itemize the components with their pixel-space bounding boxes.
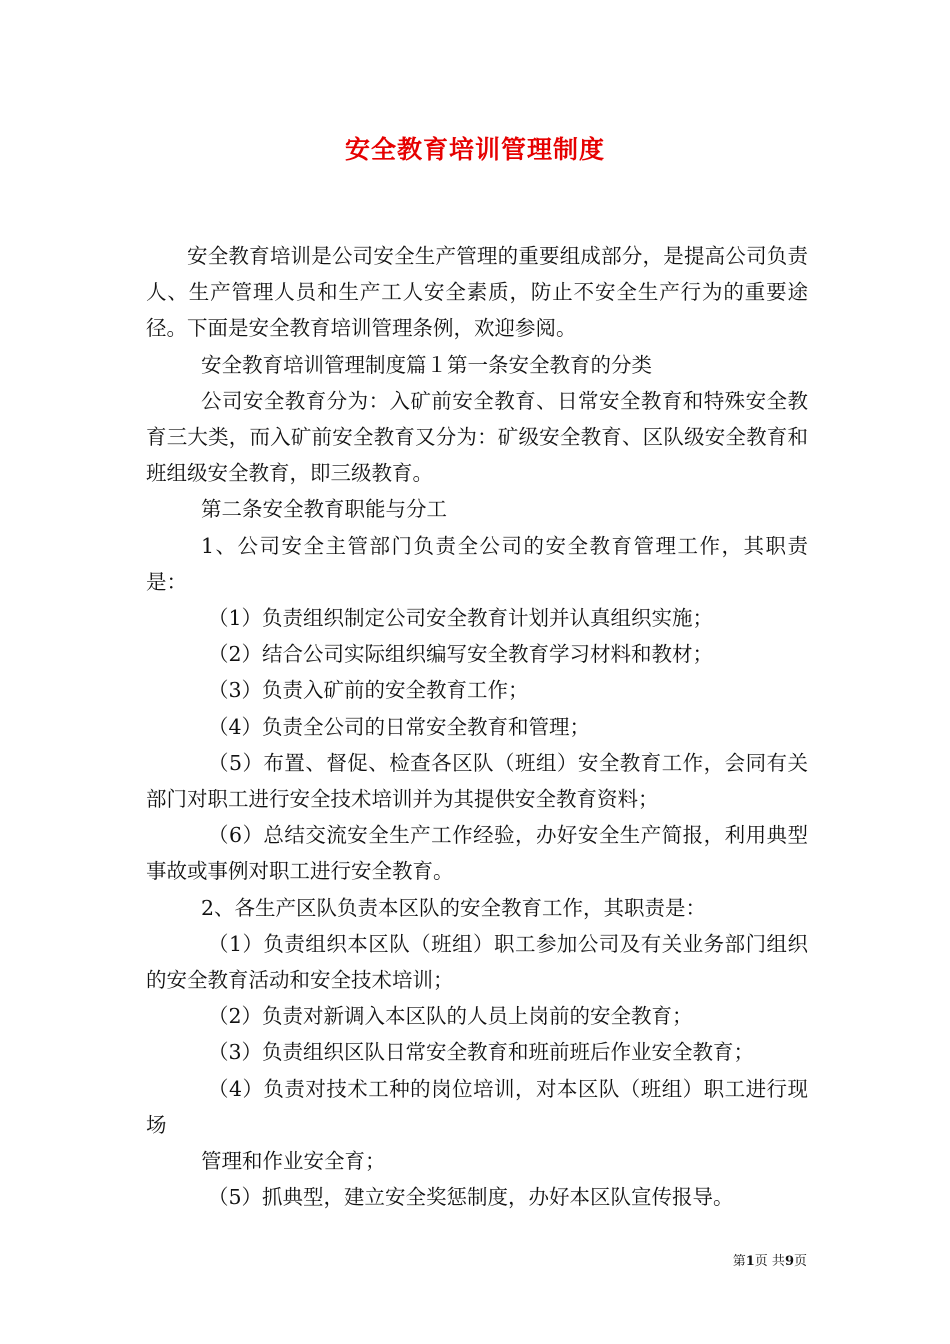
footer-current-page: 1: [745, 1254, 755, 1269]
footer-middle: 页 共: [754, 1254, 785, 1269]
paragraph-item-2: 2、各生产区队负责本区队的安全教育工作，其职责是：: [201, 895, 707, 920]
paragraph-classification: 公司安全教育分为：入矿前安全教育、日常安全教育和特殊安全教育三大类，而入矿前安全教育又分为：矿级安全教育、区队级安全教育和班组级安全教育，即三级教育。: [146, 388, 808, 486]
paragraph-continuation: 管理和作业安全育；: [201, 1149, 386, 1174]
paragraph-subitem: （5）抓典型，建立安全奖惩制度，办好本区队宣传报导。: [208, 1185, 734, 1210]
paragraph-subitem: （6）总结交流安全生产工作经验，办好安全生产简报，利用典型事故或事例对职工进行安全教育。: [146, 823, 808, 884]
paragraph-subitem: （5）布置、督促、检查各区队（班组）安全教育工作，会同有关部门对职工进行安全技术培训并为其提供安全教育资料；: [146, 750, 808, 812]
document-body: [146, 238, 808, 1215]
paragraph-subitem: （4）负责全公司的日常安全教育和管理；: [208, 714, 591, 739]
paragraph-subitem: （1）负责组织本区队（班组）职工参加公司及有关业务部门组织的安全教育活动和安全技术培训；: [146, 931, 808, 993]
footer-prefix: 第: [732, 1254, 746, 1269]
document-title: 安全教育培训管理制度: [344, 135, 605, 164]
paragraph-subitem: （2）结合公司实际组织编写安全教育学习材料和教材；: [208, 642, 714, 667]
paragraph-subitem: （3）负责组织区队日常安全教育和班前班后作业安全教育；: [208, 1040, 755, 1065]
paragraph-item-1: 1、公司安全主管部门负责全公司的安全教育管理工作，其职责是：: [146, 533, 808, 594]
paragraph-subitem: （4）负责对技术工种的岗位培训，对本区队（班组）职工进行现场: [146, 1076, 808, 1137]
paragraph-intro: 安全教育培训是公司安全生产管理的重要组成部分，是提高公司负责人、生产管理人员和生产工人安全素质，防止不安全生产行为的重要途径。下面是安全教育培训管理条例，欢迎参阅。: [146, 244, 808, 341]
footer-suffix: 页: [793, 1254, 807, 1269]
footer-total-pages: 9: [784, 1254, 794, 1269]
paragraph-subitem: （2）负责对新调入本区队的人员上岗前的安全教育；: [208, 1004, 693, 1029]
page-number-footer: [733, 1250, 807, 1269]
paragraph-subitem: （3）负责入矿前的安全教育工作；: [208, 678, 529, 703]
paragraph-subitem: （1）负责组织制定公司安全教育计划并认真组织实施；: [208, 606, 714, 631]
paragraph-section-heading: 安全教育培训管理制度篇１第一条安全教育的分类: [201, 352, 652, 377]
paragraph-article-2: 第二条安全教育职能与分工: [201, 497, 447, 522]
